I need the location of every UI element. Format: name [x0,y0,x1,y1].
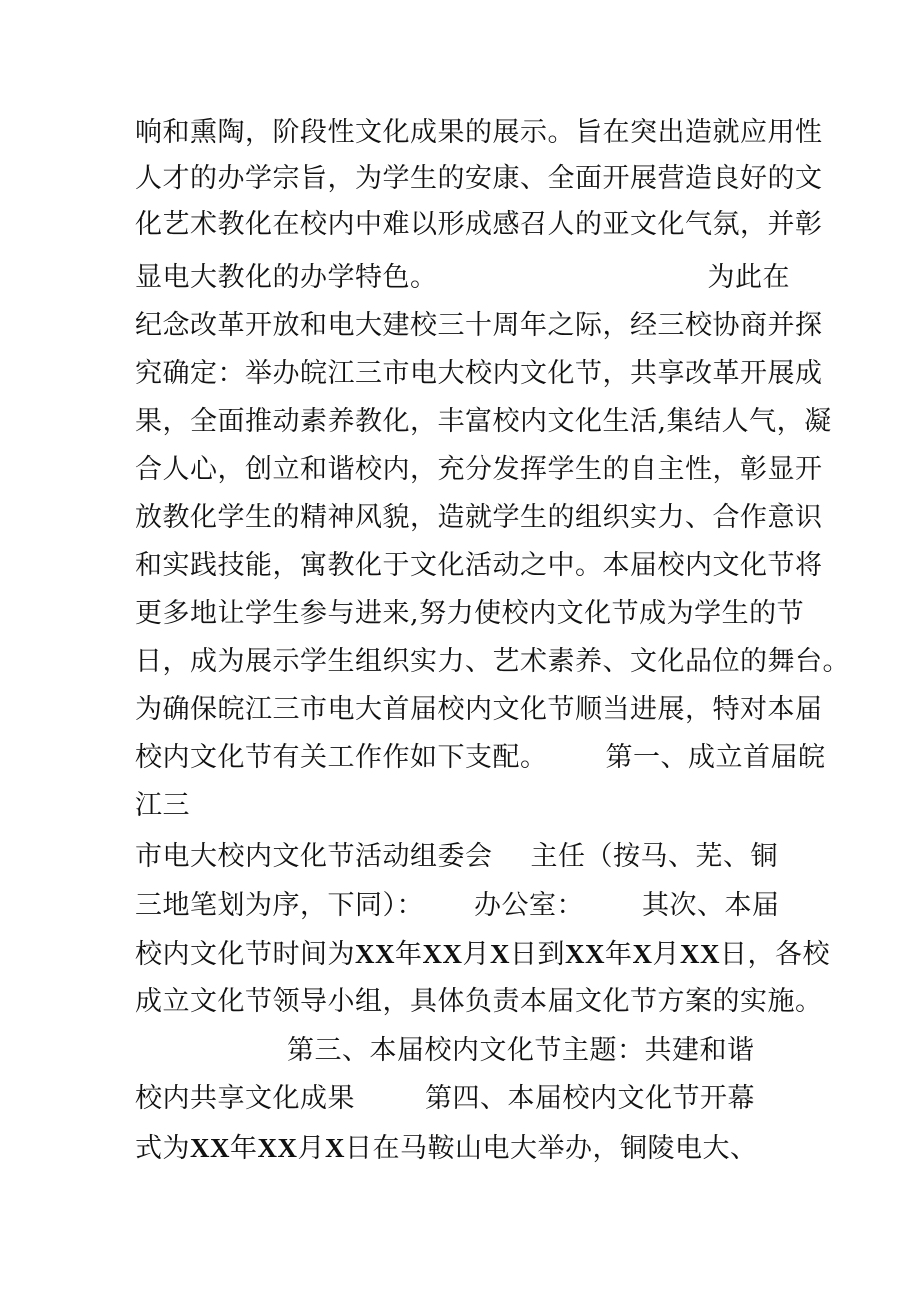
text-line: 化艺术教化在校内中难以形成感召人的亚文化气氛，并彰 [135,209,823,240]
text-line: 式为XX年XX月X日在马鞍山电大举办，铜陵电大、 [135,1133,758,1164]
text-line: 江三 [135,790,190,821]
text-line: 校内共享文化成果 第四、本届校内文化节开幕 [135,1083,755,1114]
text-line: 显电大教化的办学特色。 为此在 [135,262,790,293]
text-line: 为确保皖江三市电大首届校内文化节顺当进展，特对本届 [135,694,823,725]
text-line: 和实践技能，寓教化于文化活动之中。本届校内文化节将 [135,550,823,581]
text-line: 果，全面推动素养教化，丰富校内文化生活,集结人气，凝 [135,406,832,437]
text-line: 纪念改革开放和电大建校三十周年之际，经三校协商并探 [135,310,823,341]
text-line: 日，成为展示学生组织实力、艺术素养、文化品位的舞台。 [135,646,850,677]
text-line: 究确定：举办皖江三市电大校内文化节，共享改革开展成 [135,358,823,389]
text-line: 合人心，创立和谐校内，充分发挥学生的自主性，彰显开 [135,454,823,485]
text-line: 成立文化节领导小组，具体负责本届文化节方案的实施。 [135,986,823,1017]
text-line: 三地笔划为序，下同）： 办公室： 其次、本届 [135,890,780,921]
text-line: 校内文化节时间为XX年XX月X日到XX年X月XX日，各校 [135,939,830,970]
text-line: 第三、本届校内文化节主题：共建和谐 [287,1035,755,1066]
text-line: 更多地让学生参与进来,努力使校内文化节成为学生的节 [135,598,805,629]
text-line: 市电大校内文化节活动组委会 主任（按马、芜、铜 [135,841,778,872]
text-line: 人才的办学宗旨，为学生的安康、全面开展营造良好的文 [135,163,823,194]
text-line: 校内文化节有关工作作如下支配。 第一、成立首届皖 [135,742,826,773]
text-line: 响和熏陶，阶段性文化成果的展示。旨在突出造就应用性 [135,117,823,148]
text-line: 放教化学生的精神风貌，造就学生的组织实力、合作意识 [135,502,823,533]
